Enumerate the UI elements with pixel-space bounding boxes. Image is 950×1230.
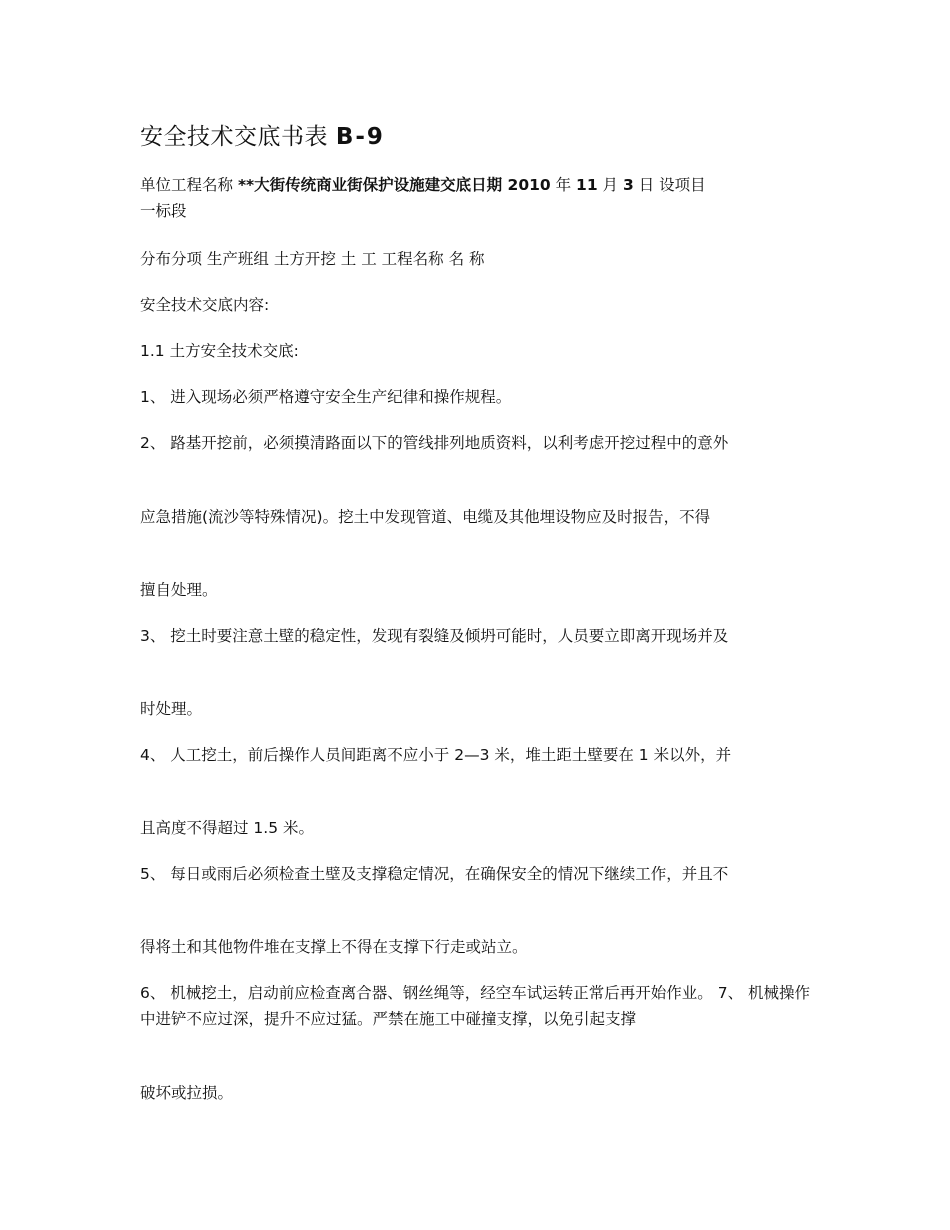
date-day-suffix: 日 设项目 xyxy=(633,176,706,194)
date-month-suffix: 月 xyxy=(597,176,623,194)
paragraph: 时处理。 xyxy=(140,700,203,718)
title-text: 安全技术交底书表 xyxy=(140,124,336,150)
project-header xyxy=(140,172,815,224)
subheader-line: 分布分项 生产班组 土方开挖 土 工 工程名称 名 称 xyxy=(140,250,485,268)
paragraph: 2、 路基开挖前，必须摸清路面以下的管线排列地质资料，以利考虑开挖过程中的意外 xyxy=(140,434,729,452)
document-title xyxy=(140,120,385,154)
paragraph: 擅自处理。 xyxy=(140,581,218,599)
paragraph: 3、 挖土时要注意土壁的稳定性，发现有裂缝及倾坍可能时，人员要立即离开现场并及 xyxy=(140,627,729,645)
unit-label: 单位工程名称 xyxy=(140,176,238,194)
date-day: 3 xyxy=(622,176,634,194)
date-year-suffix: 年 xyxy=(550,176,577,194)
paragraph: 且高度不得超过 1.5 米。 xyxy=(140,819,315,837)
unit-value: **大街传统商业街保护设施建交底日期 xyxy=(237,176,508,194)
paragraph: 应急措施(流沙等特殊情况)。挖土中发现管道、电缆及其他埋设物应及时报告，不得 xyxy=(140,508,711,526)
paragraph: 5、 每日或雨后必须检查土壁及支撑稳定情况，在确保安全的情况下继续工作，并且不 xyxy=(140,865,729,883)
paragraph: 1、 进入现场必须严格遵守安全生产纪律和操作规程。 xyxy=(140,388,512,406)
paragraph: 6、 机械挖土，启动前应检查离合器、钢丝绳等，经空车试运转正常后再开始作业。 7、 机械操作中进铲不应过深，提升不应过猛。严禁在施工中碰撞支撑，以免引起支撑 xyxy=(140,984,811,1028)
date-month: 11 xyxy=(576,176,598,194)
paragraph: 4、 人工挖土，前后操作人员间距离不应小于 2—3 米，堆土距土壁要在 1 米以外，并 xyxy=(140,746,732,764)
paragraph: 破坏或拉损。 xyxy=(140,1084,234,1102)
content-label: 安全技术交底内容: xyxy=(140,296,270,314)
project-continued: 一标段 xyxy=(140,202,187,220)
date-year: 2010 xyxy=(507,176,551,194)
section-title: 1.1 土方安全技术交底: xyxy=(140,342,299,360)
paragraph: 得将土和其他物件堆在支撑上不得在支撑下行走或站立。 xyxy=(140,938,528,956)
form-code: B-9 xyxy=(335,124,385,150)
